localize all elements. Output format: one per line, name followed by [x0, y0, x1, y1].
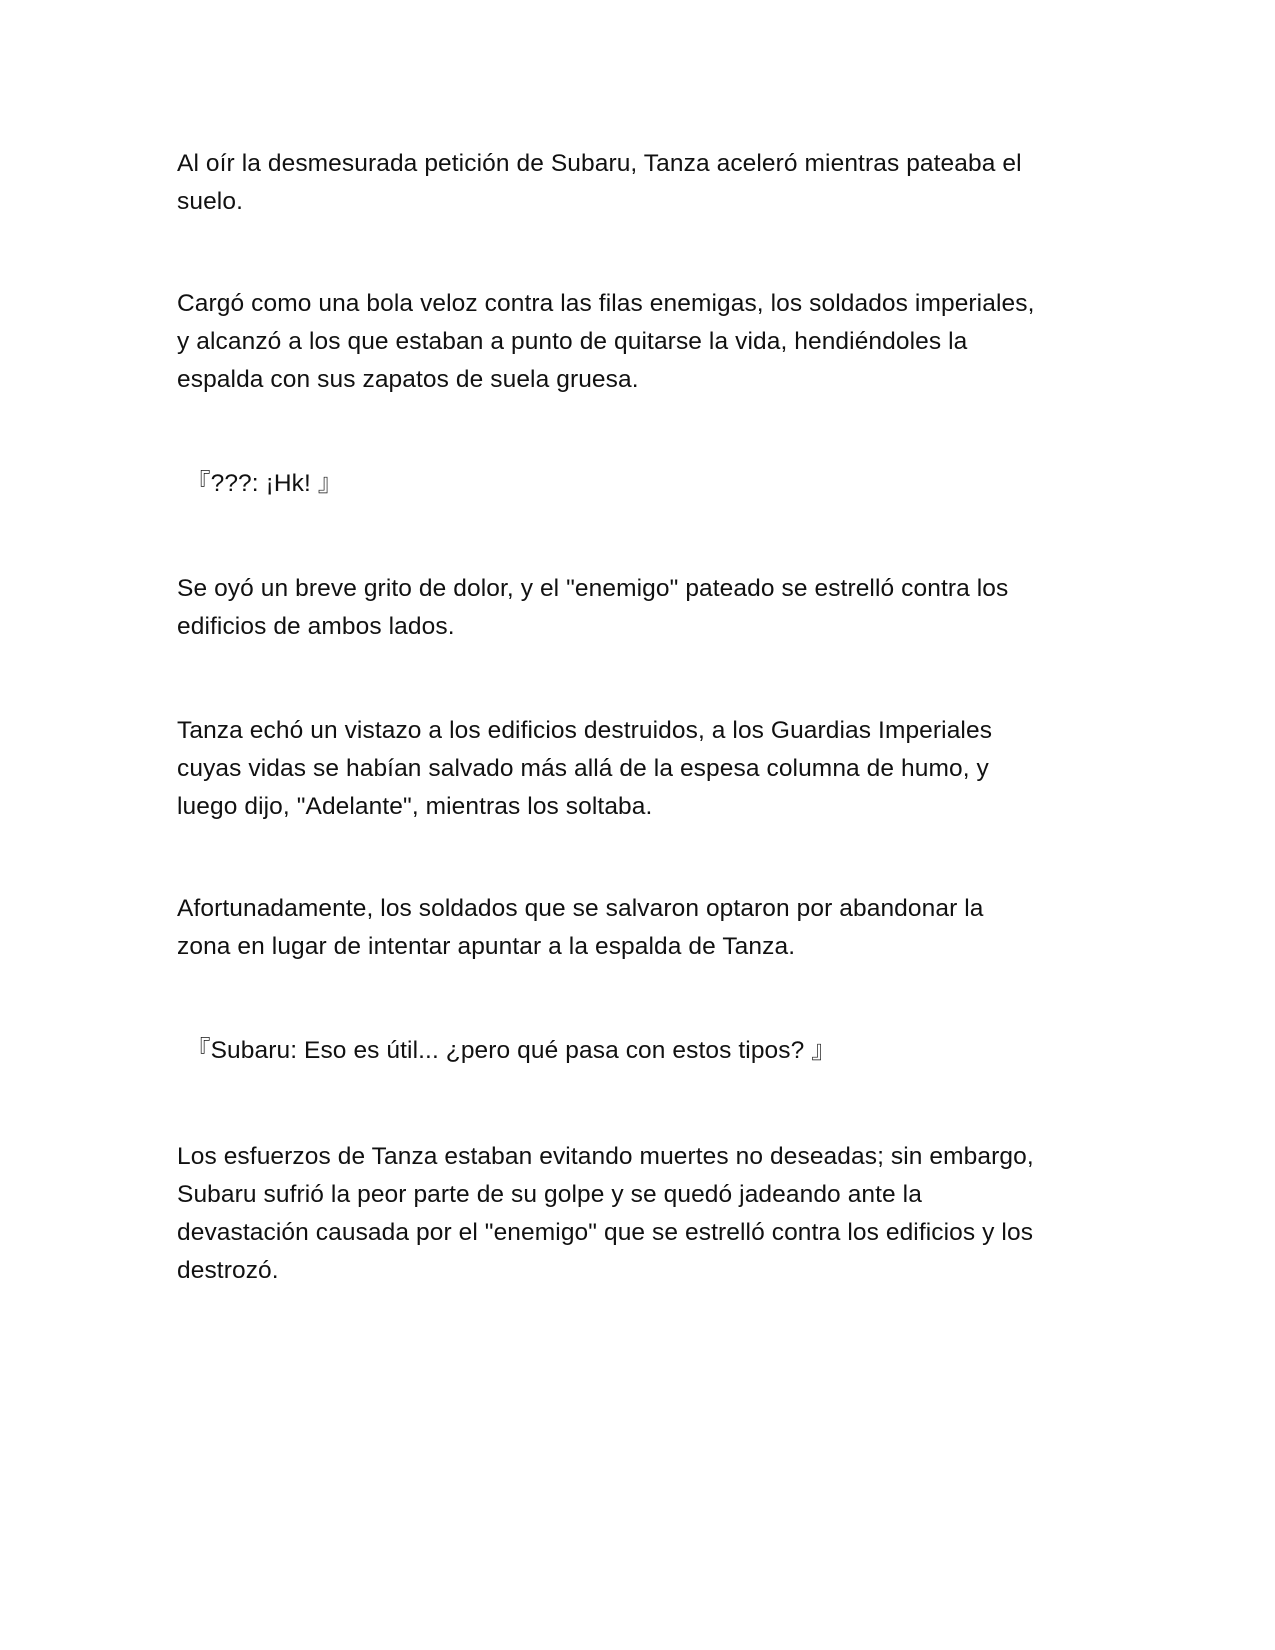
text-line: zona en lugar de intentar apuntar a la espalda de Tanza.: [177, 933, 796, 960]
text-line: cuyas vidas se habían salvado más allá de la espesa columna de humo, y: [177, 755, 989, 782]
paragraph: [177, 712, 1107, 826]
paragraph: [177, 285, 1107, 399]
paragraph: [177, 1138, 1107, 1290]
paragraph: [177, 570, 1107, 646]
text-line: Al oír la desmesurada petición de Subaru, Tanza aceleró mientras pateaba el: [177, 150, 1022, 177]
text-line: destrozó.: [177, 1257, 279, 1284]
text-line: suelo.: [177, 188, 243, 215]
text-line: Se oyó un breve grito de dolor, y el "enemigo" pateado se estrelló contra los: [177, 575, 1009, 602]
text-line: Tanza echó un vistazo a los edificios destruidos, a los Guardias Imperiales: [177, 717, 993, 744]
text-line: Cargó como una bola veloz contra las filas enemigas, los soldados imperiales,: [177, 290, 1035, 317]
text-line: luego dijo, "Adelante", mientras los soltaba.: [177, 793, 653, 820]
text-line: edificios de ambos lados.: [177, 613, 455, 640]
text-line: 『Subaru: Eso es útil... ¿pero qué pasa con estos tipos? 』: [186, 1037, 836, 1064]
text-line: espalda con sus zapatos de suela gruesa.: [177, 366, 639, 393]
paragraph: [177, 890, 1107, 966]
dialogue-line: [186, 1032, 1116, 1070]
text-line: 『???: ¡Hk! 』: [186, 470, 343, 497]
text-line: devastación causada por el "enemigo" que se estrelló contra los edificios y los: [177, 1219, 1034, 1246]
text-line: y alcanzó a los que estaban a punto de quitarse la vida, hendiéndoles la: [177, 328, 968, 355]
text-line: Los esfuerzos de Tanza estaban evitando muertes no deseadas; sin embargo,: [177, 1143, 1034, 1170]
text-line: Subaru sufrió la peor parte de su golpe y se quedó jadeando ante la: [177, 1181, 922, 1208]
dialogue-line: [186, 465, 1116, 503]
text-line: Afortunadamente, los soldados que se salvaron optaron por abandonar la: [177, 895, 984, 922]
paragraph: [177, 145, 1107, 221]
